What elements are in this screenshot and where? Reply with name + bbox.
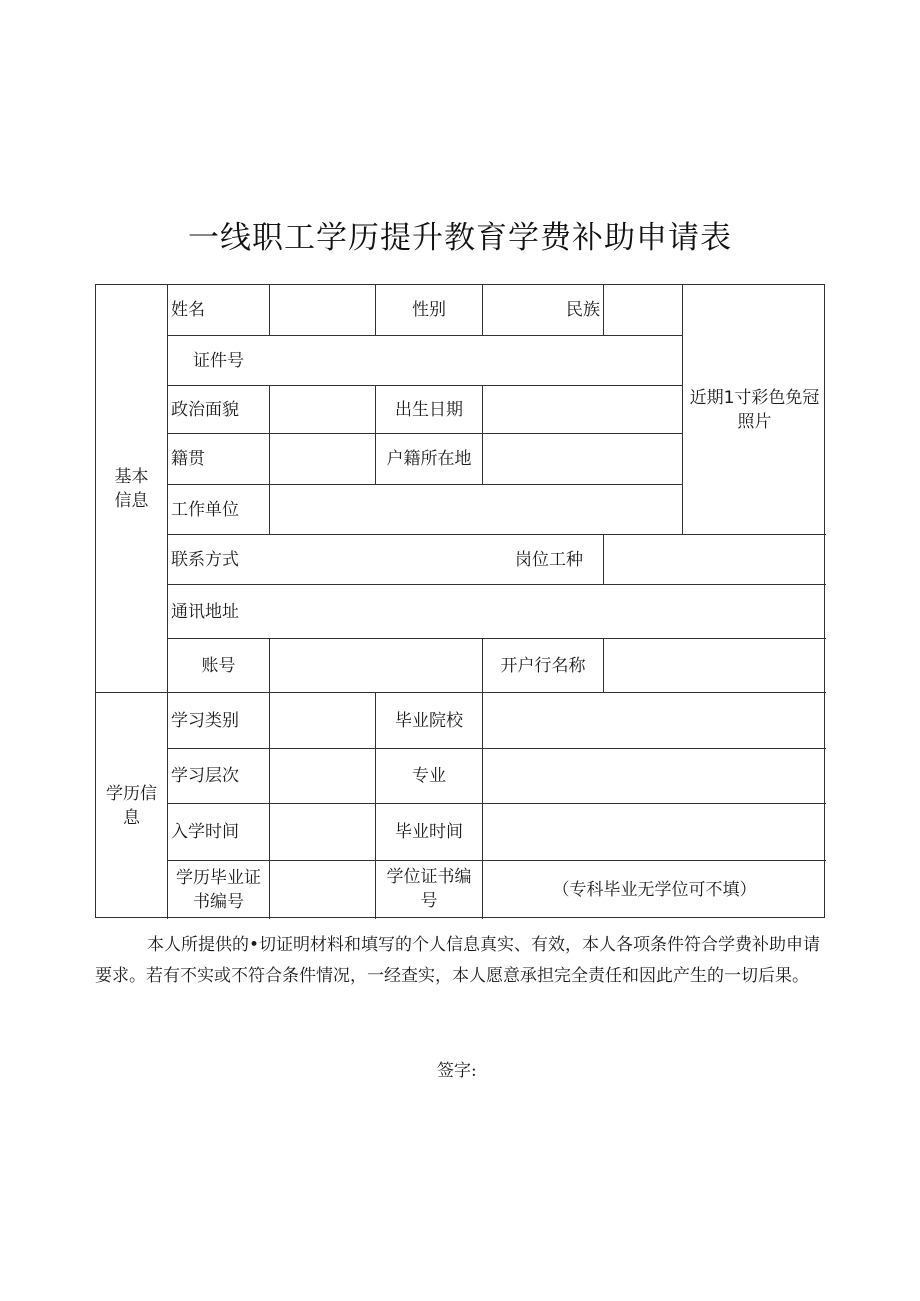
label-birth-date: 出生日期 — [395, 399, 463, 420]
photo-placeholder[interactable]: 近期1寸彩色免冠 照片 — [689, 387, 820, 432]
label-bank-name: 开户行名称 — [500, 655, 586, 676]
label-household-location: 户籍所在地 — [386, 449, 472, 469]
label-enrollment-time: 入学时间 — [171, 822, 239, 842]
label-work-unit: 工作单位 — [171, 499, 239, 520]
label-account: 账号 — [201, 655, 236, 676]
degree-number-field[interactable]: （专科毕业无学位可不填） — [552, 880, 757, 900]
work-unit-field[interactable] — [270, 485, 682, 534]
graduation-school-field[interactable] — [483, 693, 826, 748]
label-degree-number: 学位证书编 号 — [386, 867, 472, 911]
section-education-info: 学历信 息 — [106, 784, 157, 828]
label-political-status: 政治面貌 — [171, 399, 239, 420]
household-location-field[interactable] — [483, 434, 682, 484]
label-graduation-school: 毕业院校 — [395, 710, 463, 731]
mailing-address-field[interactable] — [270, 585, 826, 638]
position-type-field[interactable] — [604, 535, 826, 584]
signature-label: 签字: — [437, 1061, 477, 1081]
label-graduation-time: 毕业时间 — [395, 822, 463, 842]
account-field[interactable] — [270, 639, 482, 692]
id-number-field[interactable] — [270, 336, 682, 385]
declaration-statement: 本人所提供的•切证明材料和填写的个人信息真实、有效，本人各项条件符合学费补助申请要求。若有不实或不符合条件情况，一经查实，本人愿意承担完全责任和因此产生的一切后果。 — [95, 935, 821, 986]
study-category-field[interactable] — [270, 693, 375, 748]
label-gender: 性别 — [412, 300, 446, 320]
study-level-field[interactable] — [270, 749, 375, 803]
bank-name-field[interactable] — [604, 639, 826, 692]
label-position-type: 岗位工种 — [515, 549, 583, 570]
enrollment-time-field[interactable] — [270, 804, 375, 860]
application-form-table — [95, 284, 825, 918]
diploma-number-field[interactable] — [270, 861, 375, 919]
label-ethnicity: 民族 — [566, 300, 600, 320]
native-place-field[interactable] — [270, 434, 375, 484]
label-study-level: 学习层次 — [171, 766, 239, 786]
label-major: 专业 — [412, 766, 446, 786]
birth-date-field[interactable] — [483, 386, 682, 433]
ethnicity-field[interactable] — [604, 285, 682, 335]
label-id-number: 证件号 — [193, 350, 244, 371]
label-mailing-address: 通讯地址 — [171, 601, 239, 622]
label-name: 姓名 — [171, 300, 205, 320]
label-contact: 联系方式 — [171, 549, 239, 570]
section-basic-info: 基本 信息 — [114, 466, 149, 511]
political-status-field[interactable] — [270, 386, 375, 433]
label-diploma-number: 学历毕业证 书编号 — [176, 868, 261, 912]
major-field[interactable] — [483, 749, 826, 803]
name-field[interactable] — [270, 285, 375, 335]
graduation-time-field[interactable] — [483, 804, 826, 860]
label-study-category: 学习类别 — [171, 710, 239, 731]
form-title: 一线职工学历提升教育学费补助申请表 — [188, 220, 732, 256]
label-native-place: 籍贯 — [171, 449, 205, 469]
